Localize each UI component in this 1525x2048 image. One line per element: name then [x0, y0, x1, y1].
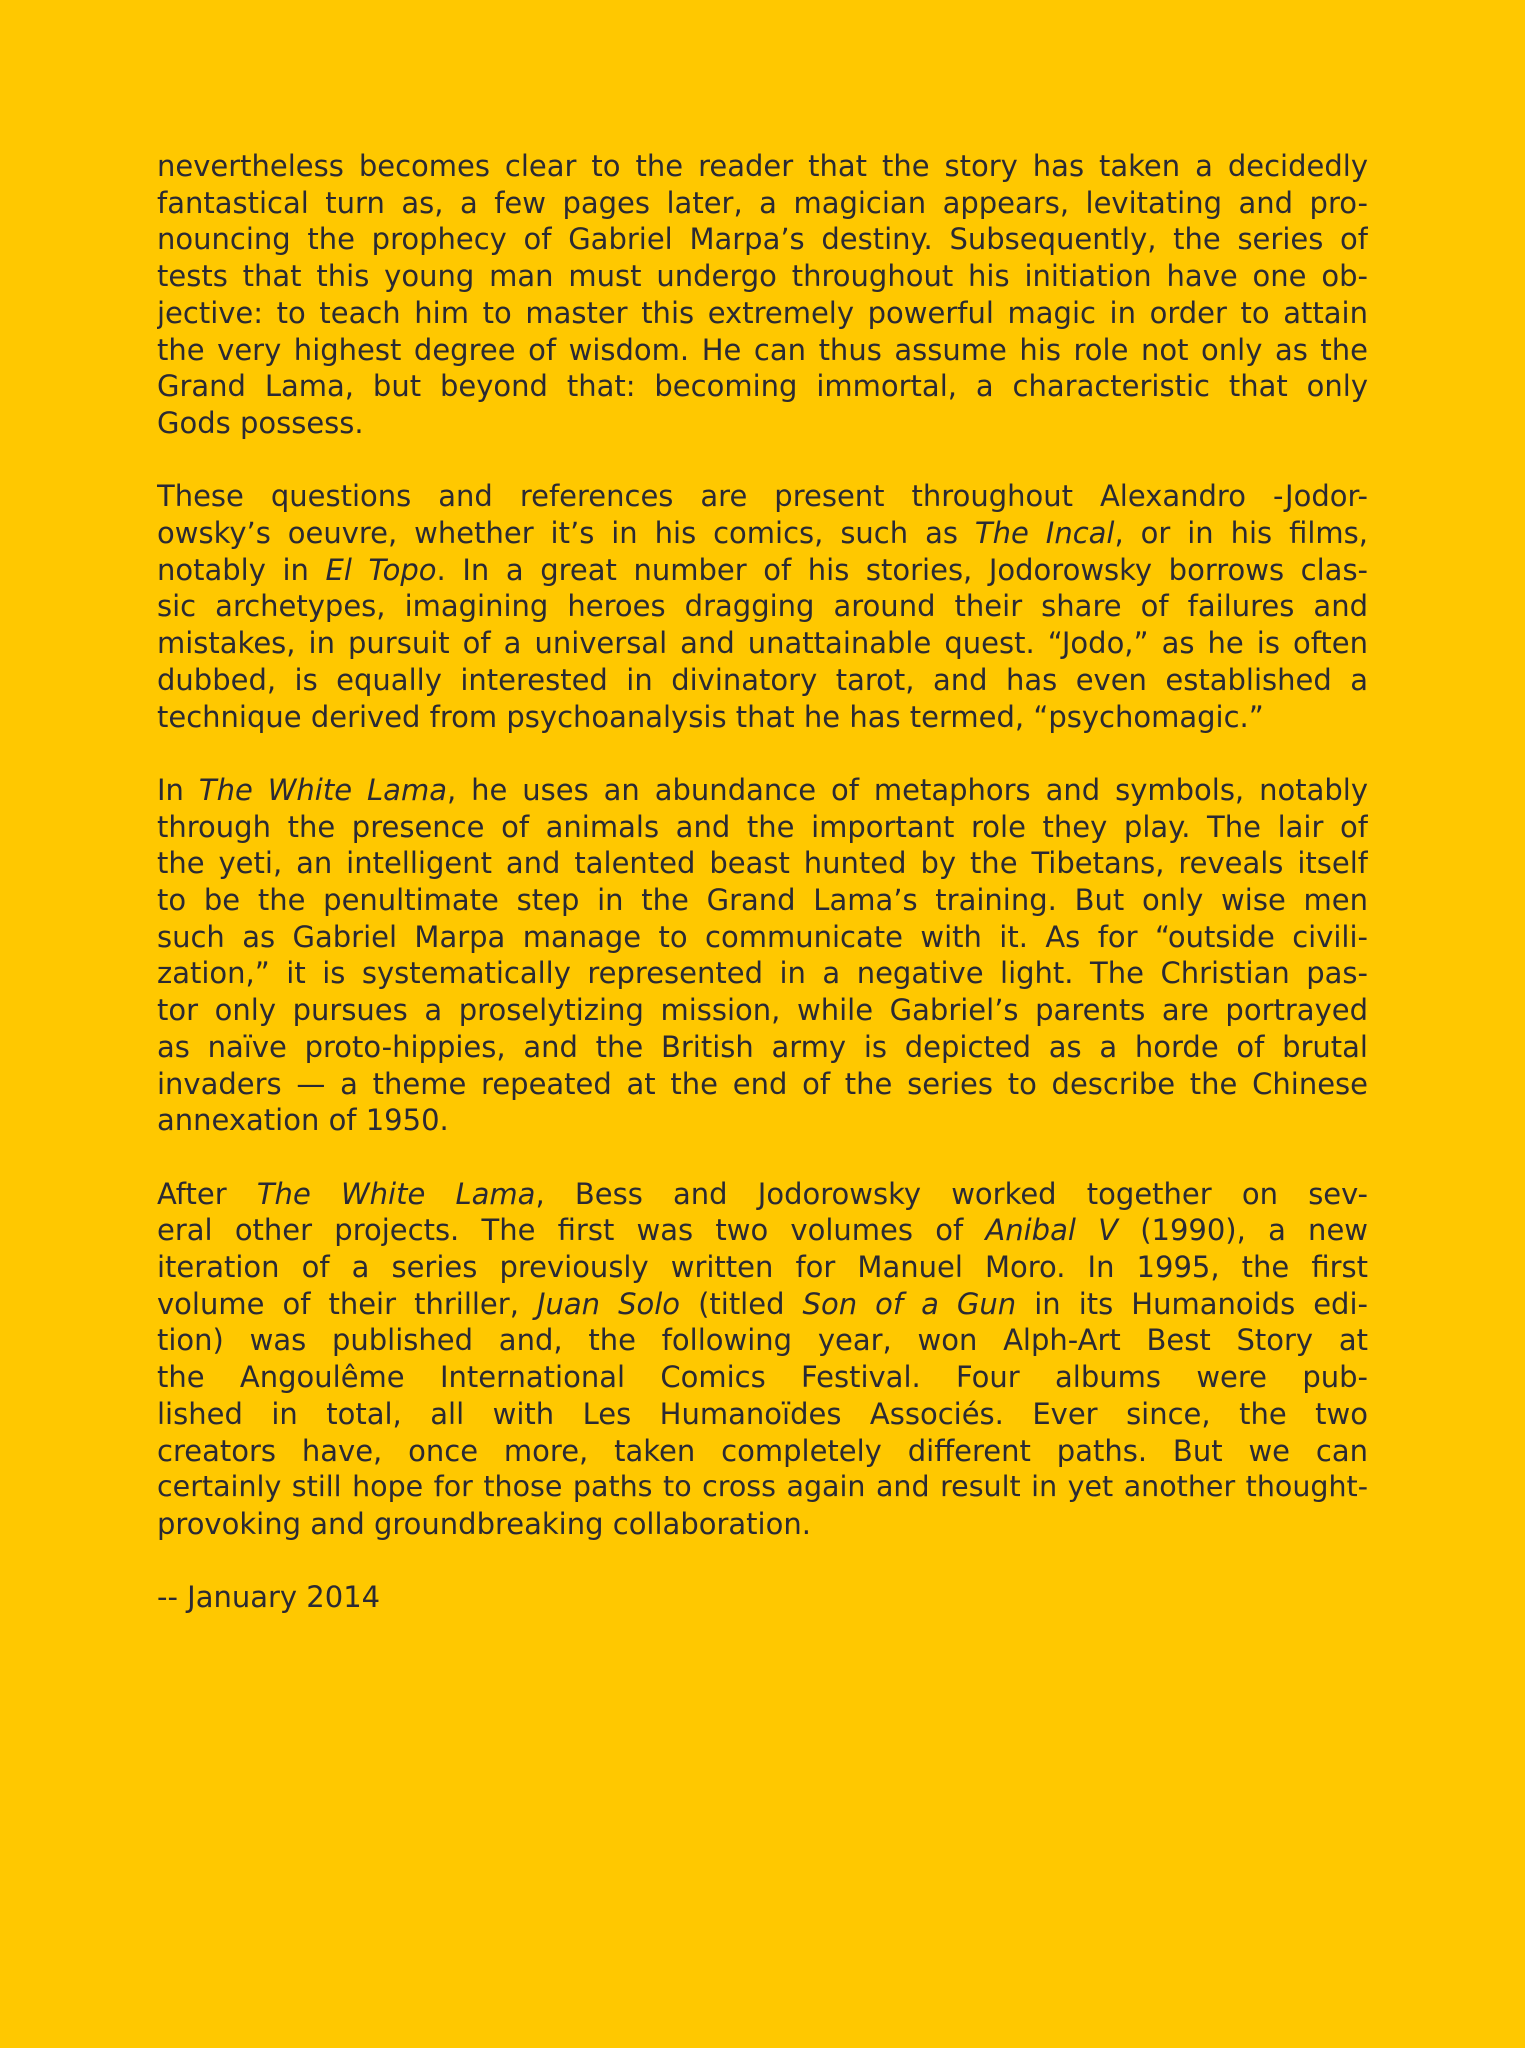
text-run: . In a great number of his stories, Jodorowsky borrows clas- [436, 552, 1368, 587]
text-run: notably in [157, 552, 326, 587]
paragraph-4 [157, 1176, 1368, 1543]
text-line: jective: to teach him to master this extremely powerful magic in order to attain [157, 295, 1368, 330]
text-run: After [157, 1176, 257, 1211]
text-line [157, 1212, 1368, 1249]
text-line: zation,” it is systematically represented in a negative light. The Christian pas- [157, 956, 1368, 991]
text-line [157, 772, 1368, 809]
text-run: In [157, 772, 199, 807]
text-line: lished in total, all with Les Humanoïdes Associés. Ever since, the two [157, 1396, 1368, 1431]
text-line: These questions and references are present throughout Alexandro -Jodor- [157, 479, 1368, 514]
essay-text [157, 148, 1368, 1616]
title-anibal-v: Anibal V [985, 1213, 1118, 1248]
text-line: nouncing the prophecy of Gabriel Marpa’s destiny. Subsequently, the series of [157, 222, 1368, 257]
text-line: iteration of a series previously written for Manuel Moro. In 1995, the first [157, 1250, 1368, 1285]
title-juan-solo: Juan Solo [536, 1286, 681, 1321]
text-line: annexation of 1950. [157, 1103, 449, 1138]
text-line: sic archetypes, imagining heroes dragging around their share of failures and [157, 589, 1368, 624]
text-line: invaders — a theme repeated at the end of the series to describe the Chinese [157, 1066, 1368, 1101]
text-run: , he uses an abundance of metaphors and symbols, notably [446, 772, 1368, 807]
text-line: nevertheless becomes clear to the reader that the story has taken a decidedly [157, 149, 1368, 183]
paragraph-3 [157, 772, 1368, 1139]
text-line [157, 515, 1368, 552]
text-line: technique derived from psychoanalysis that he has termed, “psychomagic.” [157, 699, 1264, 734]
text-run: (1990), a new [1117, 1213, 1368, 1248]
text-run: , or in his films, [1114, 516, 1368, 551]
text-line: tion) was published and, the following year, won Alph-Art Best Story at [157, 1323, 1368, 1358]
text-line: through the presence of animals and the important role they play. The lair of [157, 809, 1368, 844]
text-run: in its Humanoids edi- [1016, 1286, 1368, 1321]
text-line: the yeti, an intelligent and talented beast hunted by the Tibetans, reveals itself [157, 846, 1368, 881]
title-el-topo: El Topo [325, 552, 437, 587]
text-line [157, 1176, 1368, 1213]
text-line: provoking and groundbreaking collaboration. [157, 1506, 811, 1541]
text-line: the very highest degree of wisdom. He can thus assume his role not only as the [157, 332, 1368, 367]
text-line: Grand Lama, but beyond that: becoming immortal, a characteristic that only [157, 369, 1368, 404]
text-run: , Bess and Jodorowsky worked together on sev- [535, 1176, 1368, 1211]
text-line: Gods possess. [157, 405, 364, 440]
paragraph-2 [157, 478, 1368, 735]
title-son-of-a-gun: Son of a Gun [802, 1286, 1017, 1321]
title-the-white-lama: The White Lama [198, 772, 447, 807]
text-line [157, 552, 1368, 589]
text-line: creators have, once more, taken completely different paths. But we can [157, 1433, 1368, 1468]
text-line: as naïve proto-hippies, and the British army is depicted as a horde of brutal [157, 1029, 1368, 1064]
date-signoff: -- January 2014 [157, 1580, 381, 1615]
text-line: tor only pursues a proselytizing mission, while Gabriel’s parents are portrayed [157, 993, 1368, 1028]
text-line: such as Gabriel Marpa manage to communicate with it. As for “outside civili- [157, 919, 1368, 954]
text-run: (titled [680, 1286, 803, 1321]
text-line: mistakes, in pursuit of a universal and unattainable quest. “Jodo,” as he is often [157, 626, 1368, 661]
text-line [157, 1286, 1368, 1323]
title-the-incal: The Incal [974, 516, 1115, 551]
text-line: to be the penultimate step in the Grand Lama’s training. But only wise men [157, 883, 1368, 918]
text-run: owsky’s oeuvre, whether it’s in his comics, such as [157, 516, 975, 551]
title-the-white-lama: The White Lama [256, 1176, 536, 1211]
text-line: the Angoulême International Comics Festival. Four albums were pub- [157, 1360, 1368, 1395]
text-line: certainly still hope for those paths to cross again and result in yet another thought- [157, 1470, 1368, 1504]
text-line: tests that this young man must undergo throughout his initiation have one ob- [157, 259, 1368, 294]
text-line: dubbed, is equally interested in divinatory tarot, and has even established a [157, 662, 1368, 697]
text-run: eral other projects. The first was two volumes of [157, 1213, 986, 1248]
paragraph-1 [157, 148, 1368, 442]
text-line: fantastical turn as, a few pages later, a magician appears, levitating and pro- [157, 185, 1368, 220]
text-run: volume of their thriller, [157, 1286, 537, 1321]
